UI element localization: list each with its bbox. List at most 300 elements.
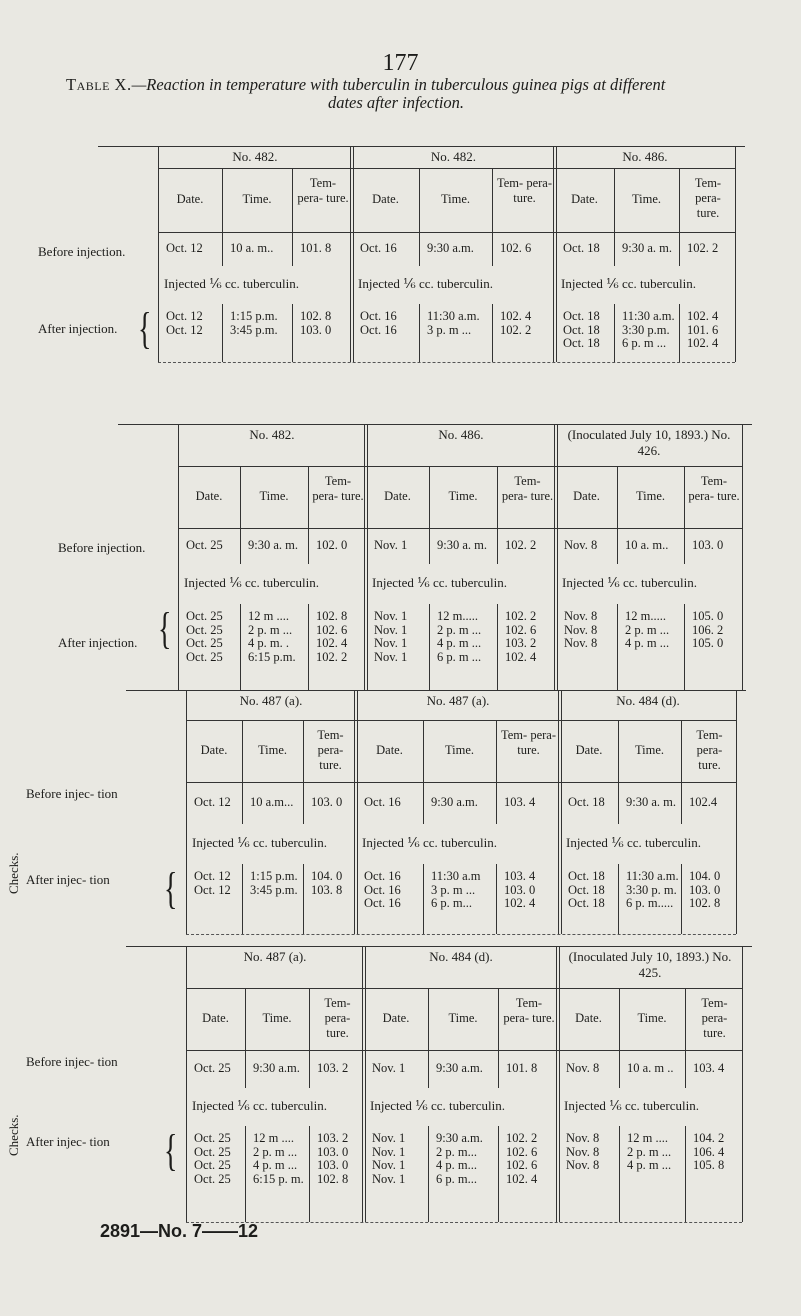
after-date-value: Nov. 1 [374, 649, 408, 664]
after-dates-column [564, 610, 597, 651]
column-rule [684, 604, 685, 690]
after-temp-value: 105. 0 [692, 636, 724, 650]
before-temp-cell: 101. 8 [300, 241, 332, 255]
column-header-temperature: Tem- pera- ture. [701, 996, 728, 1040]
column-header-time: Time. [262, 1011, 292, 1025]
before-time-cell: 10 a. m.. [230, 241, 274, 255]
after-temp-value: 102. 2 [316, 649, 348, 664]
column-header-rule [158, 232, 735, 233]
animal-number: No. 486. [622, 149, 668, 164]
before-time-cell: 9:30 a.m. [436, 1061, 483, 1075]
group-header-rule [186, 988, 742, 989]
checks-label: Checks. [6, 852, 21, 894]
animal-number: No. 487 (a). [243, 949, 307, 964]
column-rule [619, 1126, 620, 1222]
after-temps-column [689, 870, 720, 911]
column-rule [309, 988, 310, 1088]
before-date-cell: Oct. 12 [166, 241, 203, 255]
column-header-date: Date. [176, 192, 204, 206]
injection-note: Injected ⅙ cc. tuberculin. [370, 1098, 505, 1113]
after-date-value: Oct. 16 [360, 322, 397, 337]
after-time-value: 6 p. m... [431, 896, 472, 910]
column-rule [685, 988, 686, 1088]
before-time-cell: 9:30 a. m. [248, 538, 298, 552]
after-date-value: Nov. 8 [564, 609, 598, 623]
after-date-value: Oct. 25 [186, 649, 223, 664]
after-temps-column [687, 310, 718, 351]
group-separator [367, 424, 368, 690]
after-temp-value: 103. 2 [317, 1131, 349, 1145]
column-header-temperature: Tem- pera- ture. [501, 728, 556, 757]
after-temp-value: 102. 8 [317, 1171, 349, 1186]
column-header-date: Date. [376, 743, 403, 757]
column-rule [685, 1126, 686, 1222]
column-rule [292, 304, 293, 362]
after-date-value: Nov. 1 [372, 1171, 406, 1186]
before-time-cell: 9:30 a. m. [437, 538, 487, 552]
column-header-rule [186, 782, 736, 783]
after-dates-column [194, 1132, 231, 1186]
after-temps-column [316, 610, 347, 664]
after-temp-value: 104. 0 [311, 869, 343, 883]
after-time-value: 2 p. m ... [248, 622, 293, 637]
column-rule [429, 466, 430, 564]
after-brace: { [164, 1126, 178, 1177]
after-temp-value: 102. 4 [500, 309, 532, 323]
group-separator [362, 946, 363, 1222]
before-date-cell: Nov. 8 [566, 1061, 600, 1075]
column-rule [308, 604, 309, 690]
after-temps-column [506, 1132, 537, 1186]
table-right-rule [735, 146, 736, 362]
column-rule [303, 720, 304, 824]
column-header-date: Date. [384, 489, 411, 503]
after-dates-column [166, 310, 203, 337]
after-date-value: Nov. 8 [564, 636, 598, 650]
after-temp-value: 103. 0 [689, 882, 721, 897]
after-time-value: 4 p. m ... [625, 636, 670, 650]
after-temps-column [692, 610, 723, 651]
group-separator [556, 146, 557, 362]
row-label-after: After injec- tion [26, 872, 110, 887]
before-date-cell: Nov. 1 [374, 538, 408, 552]
column-rule [496, 720, 497, 824]
after-time-value: 6 p. m ... [437, 649, 482, 664]
after-temp-value: 102. 6 [316, 622, 348, 637]
checks-label: Checks. [6, 1114, 21, 1156]
after-date-value: Oct. 16 [360, 309, 397, 323]
group-separator [186, 690, 187, 934]
injection-note: Injected ⅙ cc. tuberculin. [372, 575, 507, 590]
column-rule [497, 466, 498, 564]
column-rule [681, 720, 682, 824]
after-date-value: Oct. 18 [563, 336, 600, 350]
column-header-time: Time. [448, 489, 478, 503]
after-temp-value: 102. 2 [506, 1131, 538, 1145]
animal-number: (Inoculated July 10, 1893.) No. 426. [567, 427, 731, 458]
after-temps-column [311, 870, 342, 897]
animal-number: No. 487 (a). [239, 693, 303, 708]
animal-number: No. 487 (a). [426, 693, 490, 708]
after-temp-value: 102. 8 [316, 609, 348, 623]
after-date-value: Oct. 25 [186, 622, 223, 637]
animal-number: No. 482. [430, 149, 477, 164]
after-time-value: 4 p. m... [436, 1158, 477, 1172]
animal-number: No. 482. [232, 149, 278, 164]
after-temp-value: 102. 4 [506, 1171, 538, 1186]
column-rule [428, 1126, 429, 1222]
after-date-value: Oct. 25 [186, 609, 223, 623]
injection-note: Injected ⅙ cc. tuberculin. [184, 575, 319, 590]
column-rule [498, 988, 499, 1088]
after-time-value: 6:15 p. m. [253, 1171, 304, 1186]
after-date-value: Nov. 1 [372, 1158, 406, 1172]
after-temp-value: 103. 4 [504, 869, 536, 883]
column-rule [242, 720, 243, 824]
row-label-before: Before injec- tion [26, 786, 118, 801]
injection-note: Injected ⅙ cc. tuberculin. [192, 835, 327, 850]
column-header-time: Time. [440, 192, 471, 206]
column-header-date: Date. [571, 192, 598, 206]
column-rule [292, 168, 293, 266]
column-rule [429, 604, 430, 690]
after-dates-column [568, 870, 605, 911]
after-date-value: Oct. 25 [194, 1144, 231, 1159]
group-separator [178, 424, 179, 690]
before-time-cell: 10 a.m... [250, 795, 294, 809]
injection-note: Injected ⅙ cc. tuberculin. [562, 575, 697, 590]
column-rule [308, 466, 309, 564]
group-header-rule [158, 168, 735, 169]
group-separator [365, 946, 366, 1222]
column-rule [419, 168, 420, 266]
after-dates-column [566, 1132, 599, 1173]
after-temp-value: 103. 0 [317, 1144, 349, 1159]
after-time-value: 3 p. m ... [431, 882, 476, 897]
after-date-value: Oct. 16 [364, 896, 401, 910]
table-top-rule [98, 146, 745, 147]
before-time-cell: 10 a. m .. [627, 1061, 674, 1075]
group-separator [364, 424, 365, 690]
group-separator [553, 146, 554, 362]
table-bottom-rule [186, 1222, 742, 1223]
column-rule [240, 466, 241, 564]
after-temps-column [317, 1132, 348, 1186]
after-temp-value: 102. 4 [687, 309, 719, 323]
animal-number: No. 484 (d). [429, 949, 493, 964]
group-separator [158, 146, 159, 362]
before-date-cell: Oct. 18 [568, 795, 605, 809]
column-header-date: Date. [573, 489, 600, 503]
after-times-column [622, 310, 675, 351]
before-temp-cell: 101. 8 [506, 1061, 538, 1075]
after-dates-column [374, 610, 407, 664]
table-right-rule [742, 946, 743, 1222]
column-rule [684, 466, 685, 564]
before-temp-cell: 102. 2 [505, 538, 537, 552]
column-header-temperature: Tem- pera- ture. [503, 996, 555, 1025]
after-time-value: 3:45 p.m. [250, 882, 298, 897]
column-header-time: Time. [259, 489, 289, 503]
column-header-temperature: Tem- pera- ture. [694, 176, 722, 220]
column-rule [679, 168, 680, 266]
column-header-temperature: Tem- pera- ture. [297, 176, 349, 205]
before-temp-cell: 103. 0 [311, 795, 343, 809]
after-temp-value: 103. 8 [311, 882, 343, 897]
before-temp-cell: 102. 2 [687, 241, 719, 255]
after-temp-value: 105. 0 [692, 609, 724, 623]
after-dates-column [364, 870, 401, 911]
group-separator [558, 690, 559, 934]
column-rule [240, 604, 241, 690]
column-rule [617, 466, 618, 564]
column-header-time: Time. [448, 1011, 478, 1025]
after-temp-value: 102. 6 [505, 622, 537, 637]
column-rule [492, 304, 493, 362]
table-title [66, 76, 766, 112]
after-date-value: Oct. 18 [568, 869, 605, 883]
after-temps-column [504, 870, 535, 911]
after-date-value: Oct. 18 [563, 322, 600, 337]
before-temp-cell: 103. 0 [692, 538, 724, 552]
after-temp-value: 102. 6 [506, 1144, 538, 1159]
after-time-value: 12 m .... [248, 609, 289, 623]
table-label: Table X. [66, 75, 132, 94]
after-time-value: 1:15 p.m. [230, 309, 278, 323]
after-time-value: 4 p. m ... [627, 1158, 672, 1172]
after-date-value: Oct. 16 [364, 882, 401, 897]
group-separator [354, 690, 355, 934]
column-rule [617, 604, 618, 690]
before-time-cell: 9:30 a.m. [431, 795, 478, 809]
column-rule [428, 988, 429, 1088]
after-times-column [248, 610, 296, 664]
before-temp-cell: 102.4 [689, 795, 718, 809]
after-time-value: 11:30 a.m. [427, 309, 480, 323]
after-time-value: 4 p. m ... [437, 636, 482, 650]
column-rule [679, 304, 680, 362]
before-temp-cell: 103. 2 [317, 1061, 349, 1075]
row-label-before: Before injection. [58, 540, 146, 555]
after-time-value: 6 p. m... [436, 1171, 477, 1186]
after-times-column [625, 610, 669, 651]
after-date-value: Oct. 25 [194, 1131, 231, 1145]
after-times-column [437, 610, 481, 664]
after-date-value: Oct. 12 [194, 869, 231, 883]
column-rule [423, 864, 424, 934]
column-header-date: Date. [202, 1011, 229, 1025]
after-time-value: 2 p. m ... [253, 1144, 298, 1159]
table-top-rule [126, 690, 746, 691]
animal-number: No. 484 (d). [616, 693, 680, 708]
after-time-value: 3 p. m ... [427, 322, 472, 337]
after-date-value: Oct. 12 [194, 882, 231, 897]
column-header-temperature: Tem- pera- ture. [497, 176, 552, 205]
after-temp-value: 106. 4 [693, 1144, 725, 1159]
before-time-cell: 9:30 a. m. [626, 795, 676, 809]
before-date-cell: Oct. 25 [186, 538, 223, 552]
after-dates-column [186, 610, 223, 664]
after-date-value: Oct. 18 [563, 309, 600, 323]
after-date-value: Nov. 1 [374, 636, 408, 650]
after-time-value: 3:30 p. m. [626, 882, 677, 897]
column-rule [618, 864, 619, 934]
column-header-time: Time. [444, 743, 475, 757]
before-time-cell: 9:30 a. m. [622, 241, 672, 255]
column-header-temperature: Tem- pera- ture. [317, 728, 344, 772]
before-temp-cell: 102. 6 [500, 241, 532, 255]
after-temp-value: 102. 4 [504, 896, 536, 910]
column-rule [496, 864, 497, 934]
table-bottom-rule [186, 934, 736, 935]
before-temp-cell: 102. 0 [316, 538, 348, 552]
after-date-value: Nov. 8 [566, 1131, 600, 1145]
after-time-value: 12 m .... [253, 1131, 294, 1145]
after-date-value: Nov. 8 [566, 1158, 600, 1172]
group-separator [353, 146, 354, 362]
after-time-value: 1:15 p.m. [250, 869, 298, 883]
after-time-value: 12 m..... [437, 609, 478, 623]
after-temp-value: 103. 0 [317, 1158, 349, 1172]
column-rule [619, 988, 620, 1088]
column-rule [242, 864, 243, 934]
before-temp-cell: 103. 4 [504, 795, 536, 809]
after-time-value: 3:30 p.m. [622, 322, 670, 337]
table-top-rule [118, 424, 752, 425]
before-date-cell: Oct. 16 [360, 241, 397, 255]
signature-footer: 2891—No. 7——12 [100, 1221, 259, 1241]
column-header-temperature: Tem- pera- ture. [312, 474, 364, 503]
after-temp-value: 102. 8 [689, 896, 721, 910]
group-separator [557, 424, 558, 690]
after-brace: { [138, 304, 152, 355]
after-date-value: Oct. 18 [568, 882, 605, 897]
before-date-cell: Oct. 25 [194, 1061, 231, 1075]
after-date-value: Nov. 8 [566, 1144, 600, 1159]
column-header-date: Date. [372, 192, 399, 206]
column-rule [222, 168, 223, 266]
after-date-value: Oct. 25 [186, 636, 223, 650]
after-date-value: Nov. 1 [372, 1144, 406, 1159]
column-header-time: Time. [242, 192, 272, 206]
after-dates-column [563, 310, 600, 351]
after-time-value: 11:30 a.m. [622, 309, 675, 323]
after-times-column [253, 1132, 304, 1186]
after-date-value: Oct. 12 [166, 309, 203, 323]
animal-number: No. 486. [438, 427, 484, 442]
injection-note: Injected ⅙ cc. tuberculin. [358, 276, 493, 291]
column-rule [681, 864, 682, 934]
row-label-after: After injec- tion [26, 1134, 110, 1149]
after-dates-column [372, 1132, 405, 1186]
after-temp-value: 102. 2 [505, 609, 537, 623]
column-rule [614, 168, 615, 266]
column-header-temperature: Tem- pera- ture. [324, 996, 351, 1040]
table-right-rule [742, 424, 743, 690]
column-header-date: Date. [200, 743, 228, 757]
after-date-value: Nov. 1 [372, 1131, 406, 1145]
column-rule [498, 1126, 499, 1222]
group-separator [186, 946, 187, 1222]
after-date-value: Nov. 8 [564, 622, 598, 637]
after-time-value: 2 p. m ... [625, 622, 670, 637]
injection-note: Injected ⅙ cc. tuberculin. [362, 835, 497, 850]
column-header-time: Time. [257, 743, 288, 757]
after-temp-value: 102. 6 [506, 1158, 538, 1172]
column-header-temperature: Tem- pera- ture. [501, 474, 554, 503]
before-date-cell: Oct. 12 [194, 795, 231, 809]
column-rule [245, 1126, 246, 1222]
table-caption-line2: dates after infection. [327, 93, 465, 112]
injection-note: Injected ⅙ cc. tuberculin. [564, 1098, 699, 1113]
column-rule [614, 304, 615, 362]
after-temp-value: 103. 0 [504, 882, 536, 897]
injection-note: Injected ⅙ cc. tuberculin. [164, 276, 299, 291]
animal-number: No. 482. [249, 427, 295, 442]
group-separator [350, 146, 351, 362]
after-temp-value: 102. 4 [505, 649, 537, 664]
after-time-value: 12 m..... [625, 609, 666, 623]
column-rule [245, 988, 246, 1088]
column-rule [497, 604, 498, 690]
table-bottom-rule [158, 362, 735, 363]
after-temp-value: 102. 4 [316, 636, 348, 650]
column-rule [419, 304, 420, 362]
after-date-value: Oct. 12 [166, 322, 203, 337]
before-date-cell: Nov. 8 [564, 538, 598, 552]
injection-note: Injected ⅙ cc. tuberculin. [561, 276, 696, 291]
after-times-column [627, 1132, 671, 1173]
after-time-value: 2 p. m ... [437, 622, 482, 637]
row-label-after: After injection. [58, 635, 138, 650]
after-time-value: 6:15 p.m. [248, 649, 296, 664]
after-times-column [230, 310, 278, 337]
group-separator [357, 690, 358, 934]
before-time-cell: 10 a. m.. [625, 538, 669, 552]
before-date-cell: Nov. 1 [372, 1061, 406, 1075]
column-header-date: Date. [575, 743, 603, 757]
group-separator [556, 946, 557, 1222]
page-number: 177 [382, 50, 419, 76]
after-date-value: Oct. 18 [568, 896, 605, 910]
column-rule [492, 168, 493, 266]
after-temp-value: 102. 8 [300, 309, 332, 323]
after-temp-value: 104. 0 [689, 869, 721, 883]
after-times-column [436, 1132, 483, 1186]
table-right-rule [736, 690, 737, 934]
row-label-before: Before injection. [38, 244, 126, 259]
after-date-value: Oct. 16 [364, 869, 401, 883]
before-date-cell: Oct. 16 [364, 795, 401, 809]
column-header-rule [178, 528, 742, 529]
after-temp-value: 101. 6 [687, 322, 719, 337]
column-header-date: Date. [382, 1011, 410, 1025]
after-dates-column [360, 310, 397, 337]
after-temp-value: 102. 4 [687, 336, 719, 350]
after-date-value: Nov. 1 [374, 609, 408, 623]
column-rule [222, 304, 223, 362]
after-temp-value: 102. 2 [500, 322, 532, 337]
row-label-before: Before injec- tion [26, 1054, 118, 1069]
after-temps-column [693, 1132, 724, 1173]
column-header-time: Time. [637, 1011, 667, 1025]
after-time-value: 12 m .... [627, 1131, 668, 1145]
after-time-value: 4 p. m ... [253, 1158, 298, 1172]
group-separator [559, 946, 560, 1222]
after-temp-value: 103. 0 [300, 322, 332, 337]
row-label-after: After injection. [38, 321, 118, 336]
column-header-time: Time. [635, 489, 666, 503]
